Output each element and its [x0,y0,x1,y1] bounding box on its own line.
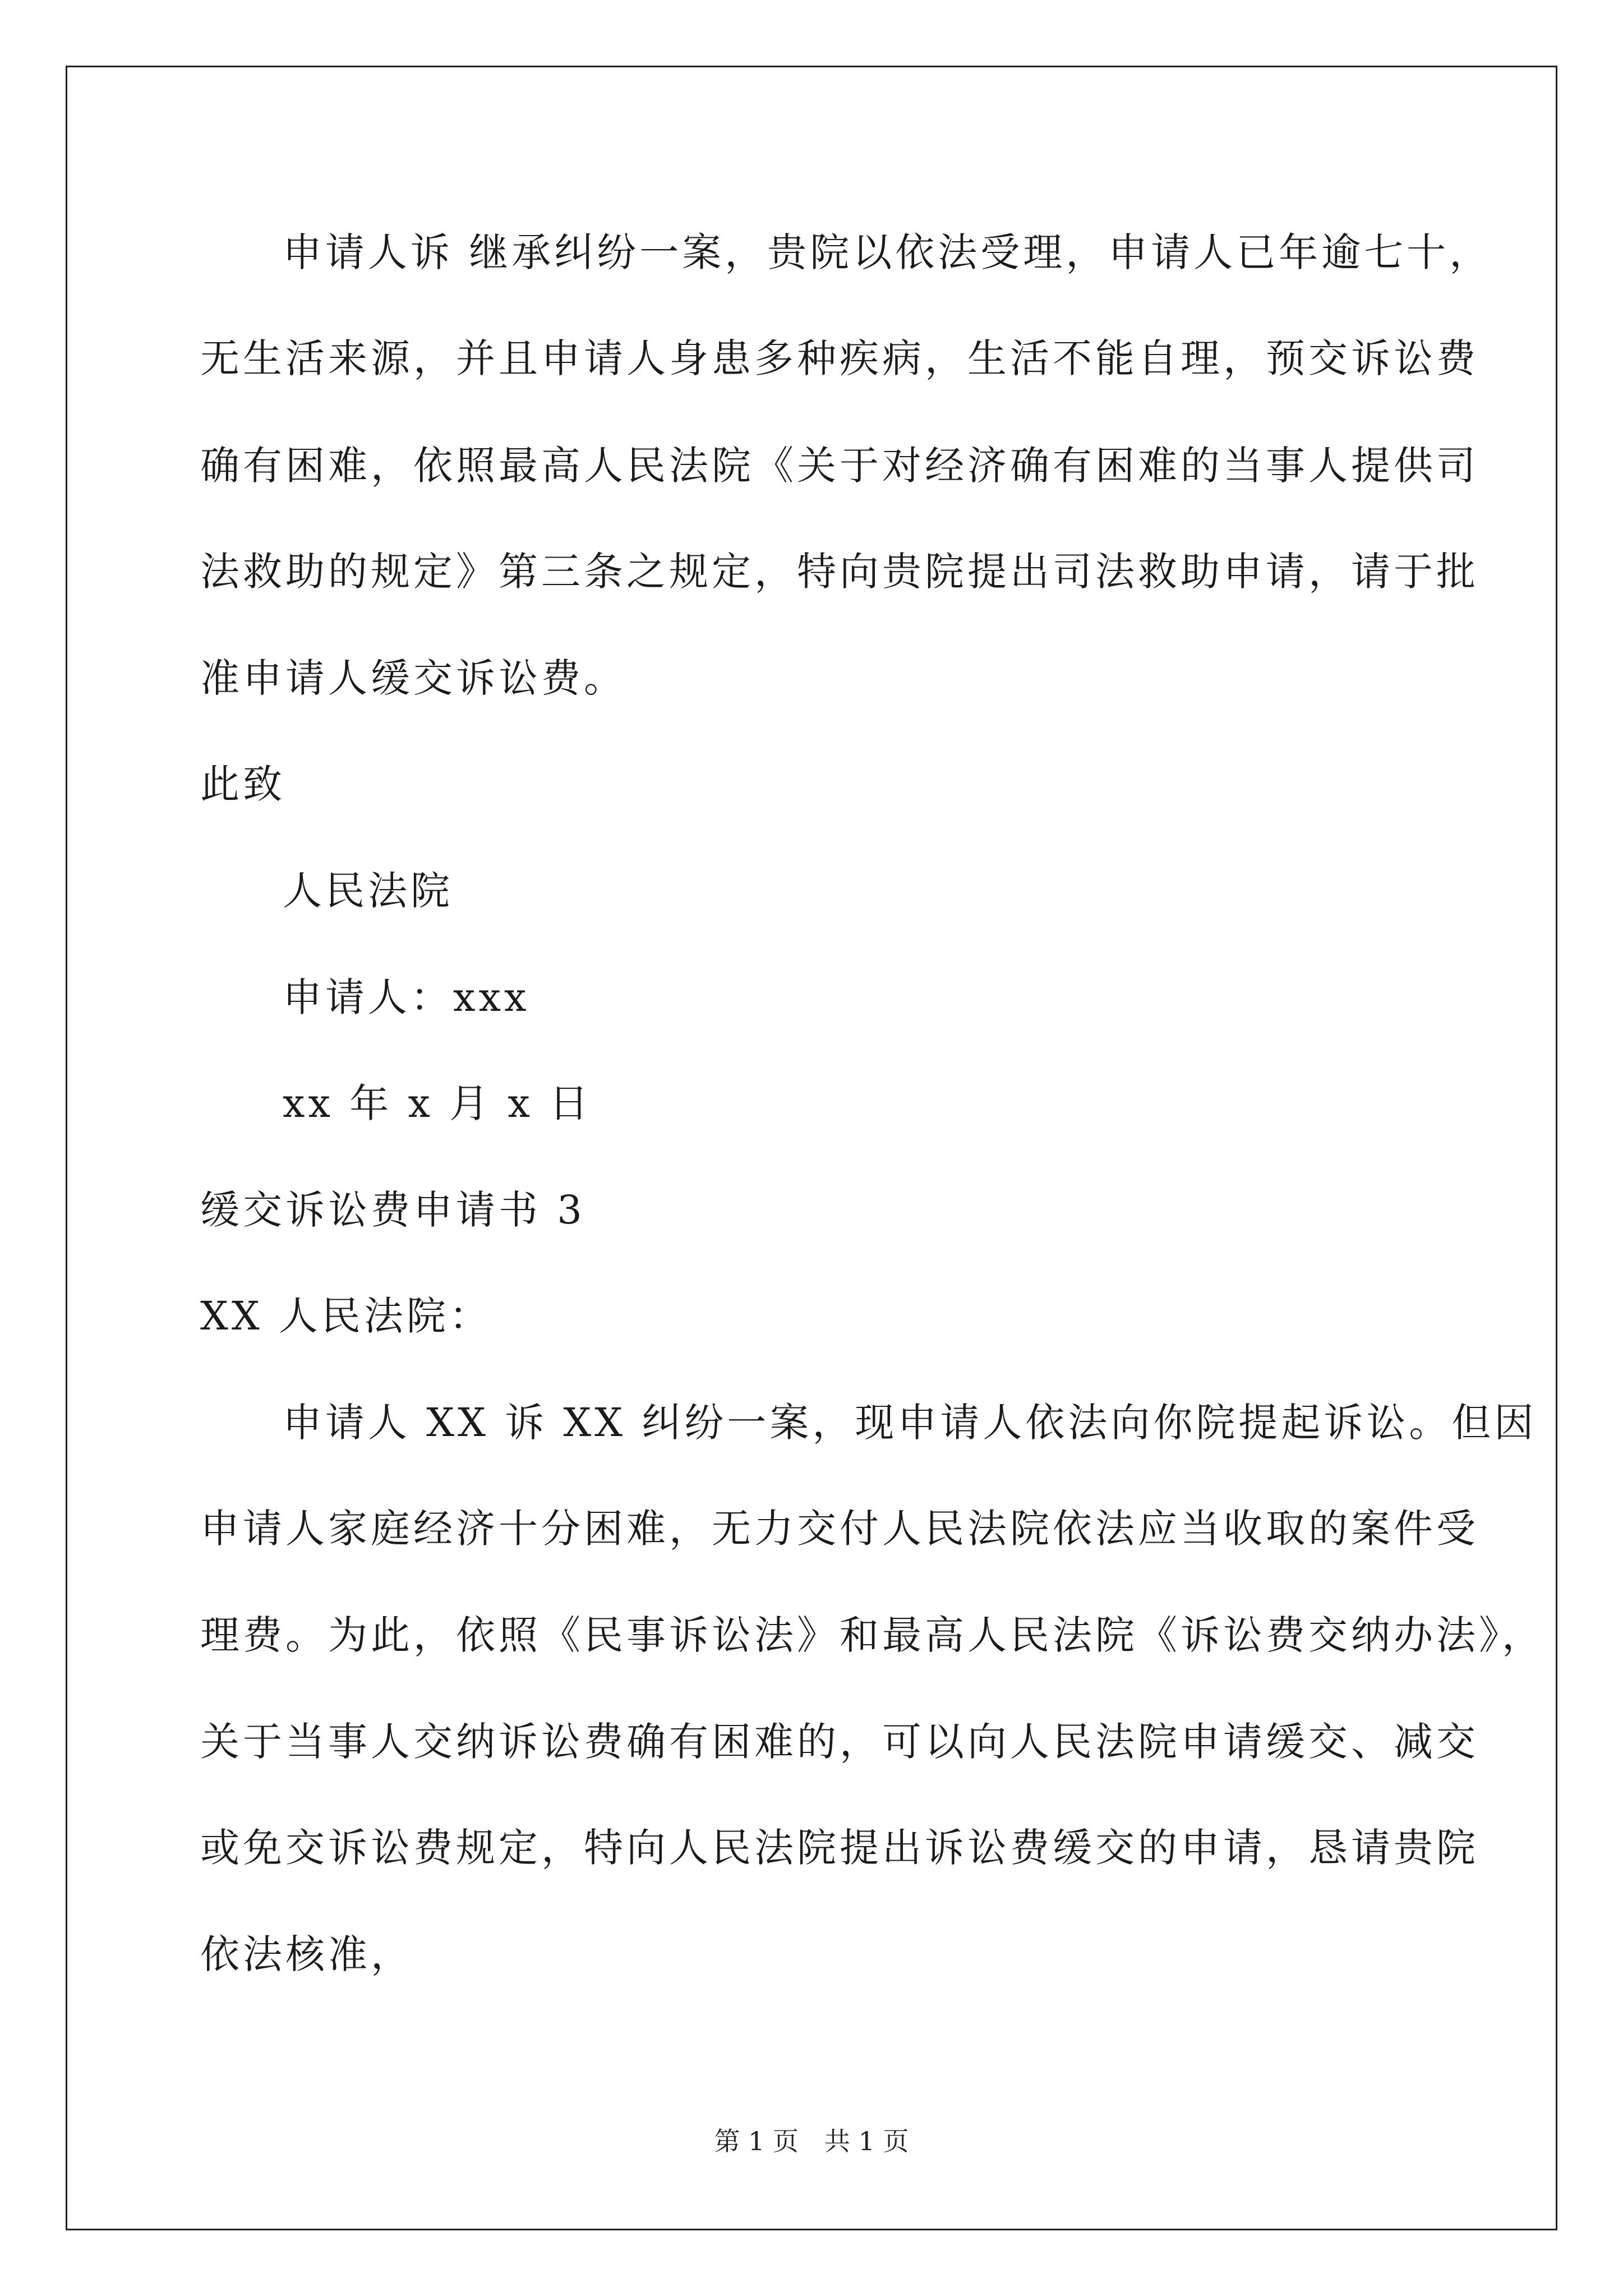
salutation: 此致 [200,761,285,807]
paragraph1-line-3: 确有困难，依照最高人民法院《关于对经济确有困难的当事人提供司 [200,443,1479,489]
paragraph2-line-6: 依法核准， [200,1931,413,1977]
paragraph1-line-4: 法救助的规定》第三条之规定，特向贵院提出司法救助申请，请于批 [200,549,1479,595]
addressee: XX 人民法院： [200,1293,492,1339]
paragraph2-line-4: 关于当事人交纳诉讼费确有困难的，可以向人民法院申请缓交、减交 [200,1719,1479,1765]
paragraph2-line-3: 理费。为此，依照《民事诉讼法》和最高人民法院《诉讼费交纳办法》， [200,1612,1544,1658]
paragraph1-line-2: 无生活来源，并且申请人身患多种疾病，生活不能自理，预交诉讼费 [200,335,1479,381]
page-footer: 第 1 页 共 1 页 [714,2126,909,2156]
date-line: xx 年 x 月 x 日 [283,1080,592,1126]
applicant-signature: 申请人：xxx [283,974,530,1020]
court-name: 人民法院 [283,868,453,914]
paragraph2-line-1: 申请人 XX 诉 XX 纠纷一案，现申请人依法向你院提起诉讼。但因 [283,1400,1537,1446]
paragraph2-line-2: 申请人家庭经济十分困难，无力交付人民法院依法应当收取的案件受 [200,1506,1479,1552]
paragraph2-line-5: 或免交诉讼费规定，特向人民法院提出诉讼费缓交的申请，恳请贵院 [200,1825,1479,1871]
paragraph1-line-1: 申请人诉 继承纠纷一案，贵院以依法受理，申请人已年逾七十， [283,229,1492,275]
section-title: 缓交诉讼费申请书 3 [200,1187,585,1233]
paragraph1-line-5: 准申请人缓交诉讼费。 [200,655,626,701]
